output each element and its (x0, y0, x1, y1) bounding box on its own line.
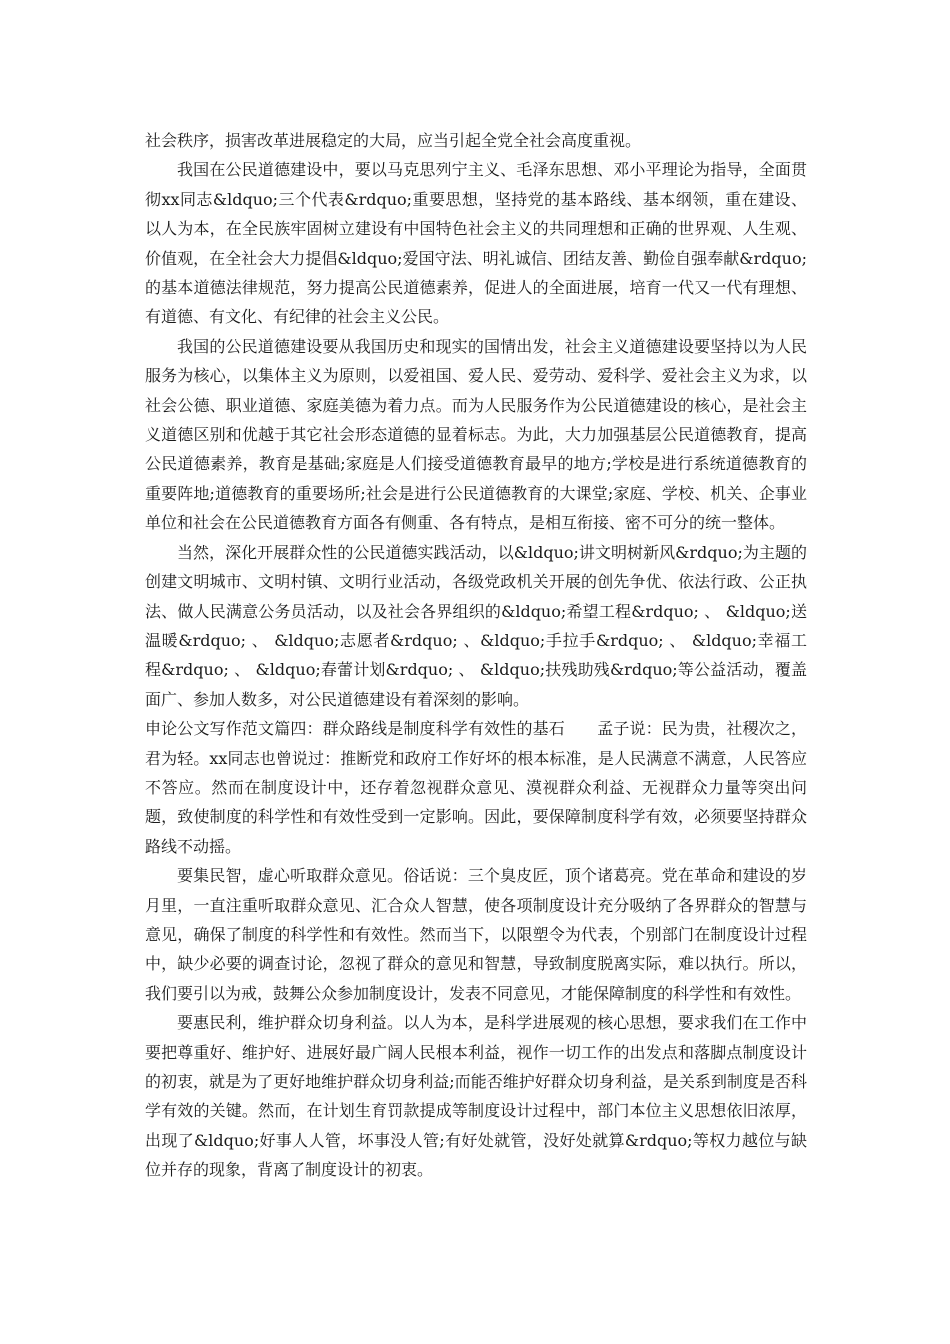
paragraph-gather-wisdom: 要集民智，虚心听取群众意见。俗话说：三个臭皮匠，顶个诸葛亮。党在革命和建设的岁月里，一直注重听取群众意见、汇合众人智慧，使各项制度设计充分吸纳了各界群众的智慧与意见，确保了制度的科学性和有效性。然而当下，以限塑令为代表，个别部门在制度设计过程中，缺少必要的调查讨论，忽视了群众的意见和智慧，导致制度脱离实际，难以执行。所以，我们要引以为戒，鼓舞公众参加制度设计，发表不同意见，才能保障制度的科学性和有效性。 (145, 866, 807, 1003)
paragraph-continuation: 社会秩序，损害改革进展稳定的大局，应当引起全党全社会高度重视。 (145, 131, 642, 150)
paragraph-practice-activities: 当然，深化开展群众性的公民道德实践活动，以&ldquo;讲文明树新风&rdquo;为主题的创建文明城市、文明村镇、文明行业活动，各级党政机关开展的创先争优、依法行政、公正执法、做人民满意公务员活动，以及社会各界组织的&ldquo;希望工程&rdquo; 、 &ldquo;送温暖&rdquo; 、 &ldquo;志愿者&rdquo; 、&ldquo;手拉手&rdquo; 、 &ldquo;幸福工程&rdquo; 、 &ldquo;春蕾计划&rdquo; 、 &ldquo;扶残助残&rdquo;等公益活动，覆盖面广、参加人数多，对公民道德建设有着深刻的影响。 (145, 542, 807, 709)
paragraph-national-conditions: 我国的公民道德建设要从我国历史和现实的国情出发，社会主义道德建设要坚持以为人民服务为核心，以集体主义为原则，以爱祖国、爱人民、爱劳动、爱科学、爱社会主义为求，以社会公德、职业道德、家庭美德为着力点。而为人民服务作为公民道德建设的核心，是社会主义道德区别和优越于其它社会形态道德的显着标志。为此，大力加强基层公民道德教育，提高公民道德素养，教育是基础;家庭是人们接受道德教育最早的地方;学校是进行系统道德教育的重要阵地;道德教育的重要场所;社会是进行公民道德教育的大课堂;家庭、学校、机关、企事业单位和社会在公民道德教育方面各有侧重、各有特点，是相互衔接、密不可分的统一整体。 (145, 336, 807, 533)
document-page (145, 126, 807, 1185)
paragraph-civic-morality-guidance: 我国在公民道德建设中，要以马克思列宁主义、毛泽东思想、邓小平理论为指导，全面贯彻xx同志&ldquo;三个代表&rdquo;重要思想，坚持党的基本路线、基本纲领，重在建设、以人为本，在全民族牢固树立建设有中国特色社会主义的共同理想和正确的世界观、人生观、价值观，在全社会大力提倡&ldquo;爱国守法、明礼诚信、团结友善、勤俭自强奉献&rdquo;的基本道德法律规范，努力提高公民道德素养，促进人的全面进展，培育一代又一代有理想、有道德、有文化、有纪律的社会主义公民。 (145, 160, 807, 327)
paragraph-essay-four-heading: 申论公文写作范文篇四：群众路线是制度科学有效性的基石 孟子说：民为贵，社稷次之，君为轻。xx同志也曾说过：推断党和政府工作好坏的根本标准，是人民满意不满意，人民答应不答应。然而在制度设计中，还存着忽视群众意见、漠视群众利益、无视群众力量等突出问题，致使制度的科学性和有效性受到一定影响。因此，要保障制度科学有效，必须要坚持群众路线不动摇。 (145, 719, 807, 856)
paragraph-benefit-people: 要惠民利，维护群众切身利益。以人为本，是科学进展观的核心思想，要求我们在工作中要把尊重好、维护好、进展好最广阔人民根本利益，视作一切工作的出发点和落脚点制度设计的初衷，就是为了更好地维护群众切身利益;而能否维护好群众切身利益，是关系到制度是否科学有效的关键。然而，在计划生育罚款提成等制度设计过程中，部门本位主义思想依旧浓厚，出现了&ldquo;好事人人管，坏事没人管;有好处就管，没好处就算&rdquo;等权力越位与缺位并存的现象，背离了制度设计的初衷。 (145, 1013, 807, 1180)
